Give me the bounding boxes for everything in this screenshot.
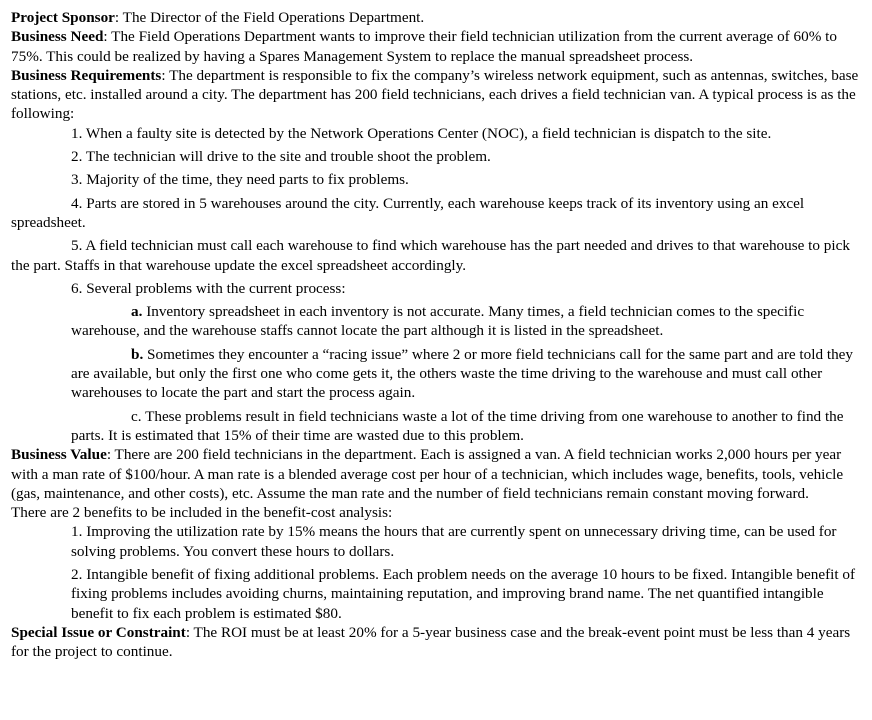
business-need-label: Business Need — [11, 28, 104, 46]
problem-a-text: Inventory spreadsheet in each inventory is not accurate. Many times, a field technician comes to the specific warehouse, and the warehouse staffs cannot locate the part although it is listed in the spreadsheet. — [71, 303, 805, 340]
process-step-4 — [11, 194, 863, 233]
benefit-2: 2. Intangible benefit of fixing additional problems. Each problem needs on the average 10 hours to be fixed. Intangible benefit of fixing problems includes avoiding churns, maintaining reputation, and improving brand name. The net quantified intangible benefit to fix each problem is estimated $80. — [71, 566, 856, 622]
process-step-5 — [11, 236, 863, 275]
business-need-text: : The Field Operations Department wants to improve their field technician utilization from the current average of 60% to 75%. This could be realized by having a Spares Management System to replace the manual spreadsheet process. — [11, 28, 837, 65]
business-value — [11, 445, 863, 503]
benefit-1: 1. Improving the utilization rate by 15% means the hours that are currently spent on unnecessary driving time, can be used for solving problems. You convert these hours to dollars. — [71, 523, 837, 560]
process-step-2: 2. The technician will drive to the site and trouble shoot the problem. — [71, 148, 491, 166]
process-step-6: 6. Several problems with the current process: — [71, 279, 346, 297]
project-sponsor-text: : The Director of the Field Operations Department. — [114, 9, 425, 26]
benefits-intro: There are 2 benefits to be included in the benefit-cost analysis: — [11, 504, 393, 522]
business-need — [11, 27, 863, 66]
problem-c-marker: c. — [131, 407, 142, 425]
problem-b-marker: b. — [131, 345, 144, 363]
special-constraint-label: Special Issue or Constraint — [11, 623, 186, 641]
business-requirements-label: Business Requirements — [11, 66, 162, 84]
business-value-text: : There are 200 field technicians in the department. Each is assigned a van. A field technician works 2,000 hours per year with a man rate of $100/hour. A man rate is a blended average cost per hour of a technician, which includes wage, benefits, tools, vehicle (gas, maintenance, and other costs), etc. Assume the man rate and the number of field technicians remain constant moving forward. — [11, 446, 844, 502]
process-step-5-text: 5. A field technician must call each warehouse to find which warehouse has the part needed and drives to that warehouse to pick the part. Staffs in that warehouse update the excel spreadsheet accordingly. — [11, 237, 850, 274]
business-requirements-text: : The department is responsible to fix the company’s wireless network equipment, such as antennas, switches, base stations, etc. installed around a city. The department has 200 field technicians, each drives a field technician van. A typical process is as the following: — [11, 66, 859, 123]
problem-b-text: Sometimes they encounter a “racing issue” where 2 or more field technicians call for the same part and are told they are available, but only the first one who come gets it, the others waste the time driving to the warehouse and must call other warehouses to locate the part and start the process again. — [71, 345, 853, 402]
project-sponsor-label: Project Sponsor — [11, 9, 115, 26]
project-sponsor — [11, 8, 863, 27]
problem-a — [11, 302, 863, 341]
process-step-4-text: 4. Parts are stored in 5 warehouses around the city. Currently, each warehouse keeps track of its inventory using an excel spreadsheet. — [11, 194, 805, 231]
business-value-label: Business Value — [11, 446, 107, 464]
process-step-1: 1. When a faulty site is detected by the Network Operations Center (NOC), a field technician is dispatch to the site. — [71, 124, 772, 142]
problem-b — [11, 345, 863, 403]
process-step-3: 3. Majority of the time, they need parts to fix problems. — [71, 171, 409, 189]
special-constraint — [11, 623, 863, 662]
special-constraint-text: : The ROI must be at least 20% for a 5-year business case and the break-event point must be less than 4 years for the project to continue. — [11, 623, 851, 661]
problem-a-marker: a. — [131, 303, 143, 321]
problem-c — [11, 407, 863, 446]
problem-c-text: These problems result in field technicians waste a lot of the time driving from one warehouse to another to find the parts. It is estimated that 15% of their time are wasted due to this problem. — [71, 407, 844, 444]
business-requirements — [11, 66, 863, 124]
